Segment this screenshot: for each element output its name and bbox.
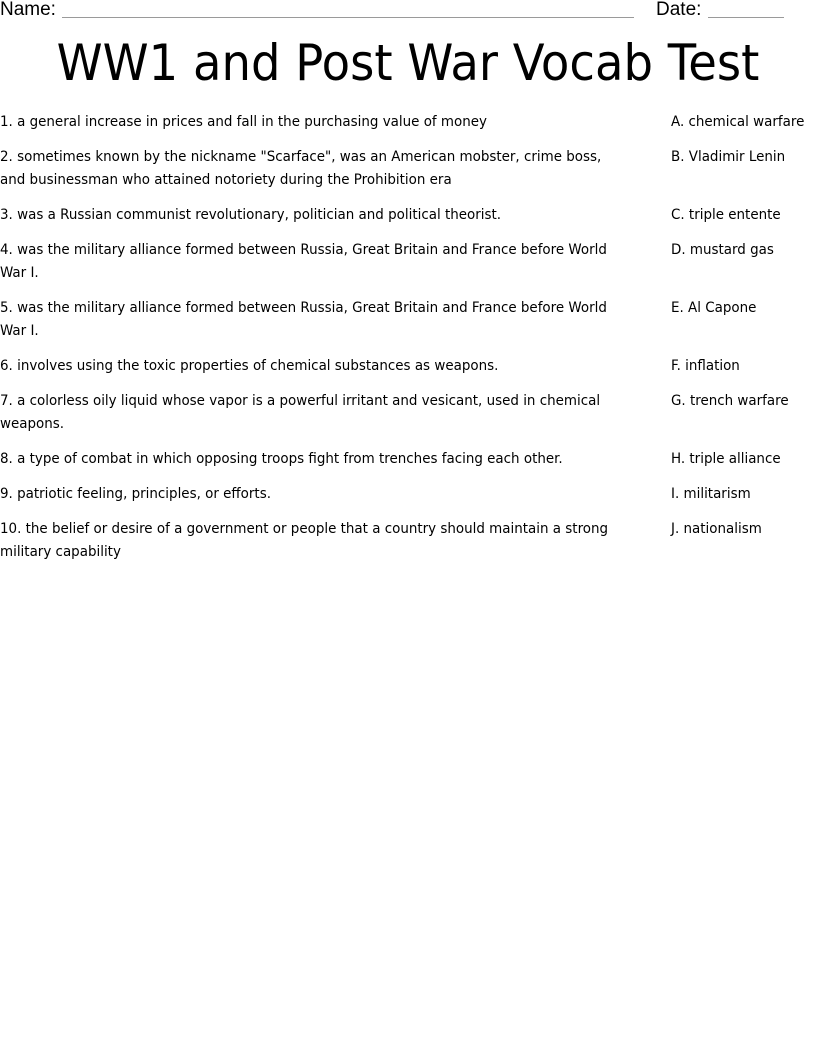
question-row xyxy=(0,355,816,378)
clue-text: 7. a colorless oily liquid whose vapor is a powerful irritant and vesicant, used in chemical weapons. xyxy=(0,393,601,432)
date-blank-line xyxy=(708,17,784,18)
page-title: WW1 and Post War Vocab Test xyxy=(56,34,760,92)
clue-text: 5. was the military alliance formed between Russia, Great Britain and France before World War I. xyxy=(0,300,607,339)
question-row xyxy=(0,239,816,285)
clue-text: 1. a general increase in prices and fall in the purchasing value of money xyxy=(0,114,487,130)
date-label: Date: xyxy=(656,0,702,20)
answer-option: C. triple entente xyxy=(671,207,781,223)
clue-text: 10. the belief or desire of a government or people that a country should maintain a strong military capability xyxy=(0,521,609,560)
clue-text: 3. was a Russian communist revolutionary, politician and political theorist. xyxy=(0,207,502,223)
question-row xyxy=(0,297,816,343)
name-label: Name: xyxy=(0,0,56,20)
clue-text: 4. was the military alliance formed between Russia, Great Britain and France before World War I. xyxy=(0,242,607,281)
question-row xyxy=(0,390,816,436)
clue-text: 8. a type of combat in which opposing troops fight from trenches facing each other. xyxy=(0,451,563,467)
header-row xyxy=(0,0,816,22)
clue-text: 2. sometimes known by the nickname "Scarface", was an American mobster, crime boss, and businessman who attained notoriety during the Prohibition era xyxy=(0,149,602,188)
question-list xyxy=(0,111,816,576)
question-row xyxy=(0,518,816,564)
answer-option: I. militarism xyxy=(671,486,751,502)
answer-option: B. Vladimir Lenin xyxy=(671,149,786,165)
answer-option: G. trench warfare xyxy=(671,393,789,409)
question-row xyxy=(0,448,816,471)
answer-option: E. Al Capone xyxy=(671,300,757,316)
question-row xyxy=(0,204,816,227)
answer-option: F. inflation xyxy=(671,358,740,374)
answer-option: D. mustard gas xyxy=(671,242,774,258)
question-row xyxy=(0,483,816,506)
clue-text: 6. involves using the toxic properties of chemical substances as weapons. xyxy=(0,358,499,374)
answer-option: A. chemical warfare xyxy=(671,114,805,130)
question-row xyxy=(0,146,816,192)
name-blank-line xyxy=(62,17,634,18)
clue-text: 9. patriotic feeling, principles, or efforts. xyxy=(0,486,271,502)
question-row xyxy=(0,111,816,134)
answer-option: J. nationalism xyxy=(671,521,762,537)
answer-option: H. triple alliance xyxy=(671,451,781,467)
